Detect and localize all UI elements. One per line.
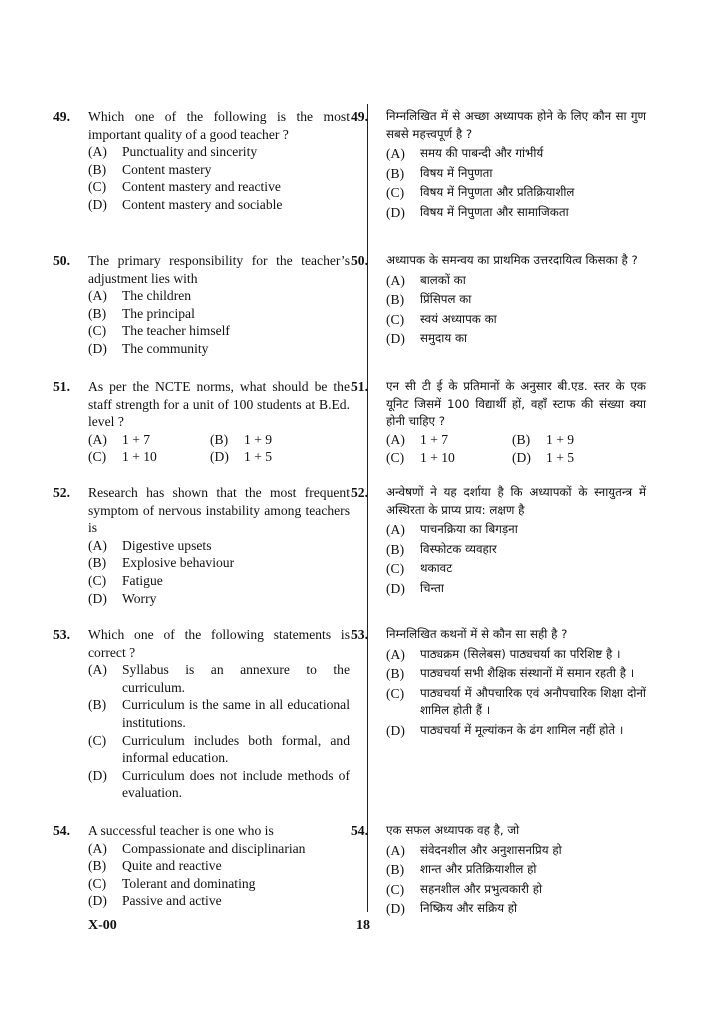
option-text: The principal — [122, 305, 195, 321]
question-49 — [351, 108, 646, 222]
option-text: Punctuality and sincerity — [122, 144, 258, 160]
option-text: Digestive upsets — [122, 537, 212, 553]
option-text: विषय में निपुणता और सामाजिकता — [420, 204, 569, 219]
option-label: (C) — [386, 561, 405, 577]
option-label: (C) — [88, 732, 107, 748]
option-label: (B) — [512, 431, 531, 447]
option-b — [88, 161, 350, 179]
option-text: The teacher himself — [122, 323, 230, 339]
option-label: (C) — [386, 881, 405, 897]
option-d — [88, 340, 350, 358]
option-b — [386, 665, 646, 683]
option-b — [88, 696, 350, 731]
option-text: विषय में निपुणता — [420, 165, 493, 180]
option-text: समुदाय का — [420, 331, 468, 346]
option-d — [210, 448, 332, 466]
option-a — [386, 272, 646, 290]
option-label: (D) — [386, 331, 405, 347]
question-stem: अन्वेषणों ने यह दर्शाया है कि अध्यापकों के स्नायुतन्त्र में अस्थिरता के प्राप्य प्राय: लक्षण है — [386, 485, 646, 517]
option-c — [88, 572, 350, 590]
option-label: (D) — [88, 767, 107, 783]
option-row — [88, 431, 350, 449]
option-text: Curriculum does not include methods of evaluation. — [122, 767, 350, 801]
option-c — [386, 560, 646, 578]
option-label: (D) — [386, 580, 405, 596]
option-label: (D) — [88, 196, 107, 212]
question-50 — [53, 252, 350, 358]
option-label: (C) — [386, 450, 405, 466]
option-text: पाठ्यचर्या में मूल्यांकन के ढंग शामिल नहीं होते । — [420, 722, 624, 737]
option-b — [386, 291, 646, 309]
option-label: (A) — [386, 842, 405, 858]
question-stem: निम्नलिखित में से अच्छा अध्यापक होने के लिए कौन सा गुण सबसे महत्त्वपूर्ण है ? — [386, 109, 646, 141]
option-a — [88, 287, 350, 305]
option-c — [386, 311, 646, 329]
option-b — [88, 305, 350, 323]
option-label: (A) — [386, 646, 405, 662]
option-label: (D) — [88, 340, 107, 356]
option-c — [88, 178, 350, 196]
option-text: Passive and active — [122, 893, 222, 909]
option-d — [512, 449, 638, 468]
option-d — [386, 204, 646, 222]
option-text: थकावट — [420, 561, 453, 576]
question-number: 52. — [351, 485, 368, 500]
option-text: Content mastery and reactive — [122, 179, 281, 195]
option-d — [386, 900, 646, 918]
question-54 — [53, 822, 350, 910]
question-number: 49. — [53, 109, 70, 124]
option-label: (C) — [88, 449, 107, 465]
question-50 — [351, 252, 646, 348]
option-a — [88, 431, 210, 449]
option-label: (C) — [88, 179, 107, 195]
option-label: (C) — [386, 311, 405, 327]
option-d — [88, 892, 350, 910]
option-row — [88, 448, 350, 466]
option-b — [88, 554, 350, 572]
option-label: (D) — [386, 722, 405, 738]
option-text: शान्त और प्रतिक्रियाशील हो — [420, 862, 537, 877]
option-a — [88, 840, 350, 858]
question-51 — [53, 378, 350, 466]
option-text: निष्क्रिय और सक्रिय हो — [420, 901, 518, 916]
option-text: पाठ्यचर्या सभी शैक्षिक संस्थानों में समान रहती है । — [420, 666, 635, 681]
option-a — [88, 143, 350, 161]
option-text: The community — [122, 340, 209, 356]
option-d — [386, 330, 646, 348]
option-text: Quite and reactive — [122, 858, 222, 874]
option-b — [386, 541, 646, 559]
question-52 — [351, 484, 646, 598]
question-number: 50. — [53, 253, 70, 268]
option-text: Syllabus is an annexure to the curriculum. — [122, 662, 350, 695]
option-label: (D) — [88, 893, 107, 909]
option-text: 1 + 9 — [244, 431, 273, 447]
option-b — [512, 431, 638, 450]
option-text: बालकों का — [420, 272, 466, 287]
option-text: पाठ्यचर्या में औपचारिक एवं अनौपचारिक शिक्षा दोनों शामिल होती हैं । — [420, 685, 646, 718]
option-b — [88, 857, 350, 875]
option-label: (B) — [386, 666, 405, 682]
question-stem: A successful teacher is one who is — [88, 823, 274, 838]
option-c — [88, 732, 350, 767]
option-label: (A) — [88, 431, 107, 447]
question-stem: निम्नलिखित कथनों में से कौन सा सही है ? — [386, 627, 568, 641]
question-stem: Research has shown that the most frequent symptom of nervous instability among teachers is — [88, 485, 350, 536]
option-text: Worry — [122, 590, 157, 606]
option-c — [88, 322, 350, 340]
option-text: विषय में निपुणता और प्रतिक्रियाशील — [420, 185, 575, 200]
option-b — [386, 861, 646, 879]
option-a — [386, 145, 646, 163]
option-label: (A) — [88, 144, 107, 160]
option-c — [88, 875, 350, 893]
option-label: (A) — [88, 840, 107, 856]
option-label: (A) — [88, 288, 107, 304]
question-number: 49. — [351, 109, 368, 124]
question-number: 51. — [351, 379, 368, 394]
question-stem: एन सी टी ई के प्रतिमानों के अनुसार बी.एड. स्तर के एक यूनिट जिसमें 100 विद्यार्थी हों, वहाँ स्टाफ की संख्या क्या होनी चाहिए ? — [386, 379, 646, 429]
question-stem: Which one of the following is the most important quality of a good teacher ? — [88, 109, 350, 142]
question-stem: एक सफल अध्यापक वह है, जो — [386, 823, 520, 837]
question-stem: As per the NCTE norms, what should be the staff strength for a unit of 100 students at B.Ed. level ? — [88, 379, 350, 430]
option-text: Content mastery — [122, 161, 212, 177]
option-text: 1 + 5 — [244, 449, 273, 465]
option-row — [386, 449, 646, 468]
option-text: संवेदनशील और अनुशासनप्रिय हो — [420, 842, 562, 857]
option-label: (B) — [88, 161, 107, 177]
question-number: 53. — [53, 627, 70, 642]
option-text: 1 + 9 — [546, 431, 575, 447]
option-text: The children — [122, 288, 192, 304]
option-a — [386, 431, 512, 450]
option-a — [386, 842, 646, 860]
question-stem: Which one of the following statements is correct ? — [88, 627, 350, 660]
option-text: चिन्ता — [420, 580, 444, 595]
question-53 — [53, 626, 350, 802]
option-b — [386, 165, 646, 183]
option-text: प्रिंसिपल का — [420, 292, 472, 307]
option-d — [88, 767, 350, 802]
option-text: Curriculum is the same in all educational institutions. — [122, 697, 350, 730]
question-stem: अध्यापक के समन्वय का प्राथमिक उत्तरदायित्व किसका है ? — [386, 253, 638, 267]
option-text: 1 + 7 — [122, 431, 151, 447]
option-label: (D) — [210, 449, 229, 465]
page-number: 18 — [356, 918, 370, 933]
option-label: (B) — [88, 858, 107, 874]
option-c — [386, 184, 646, 202]
option-label: (D) — [512, 450, 531, 466]
option-label: (A) — [88, 662, 107, 678]
option-c — [88, 448, 210, 466]
option-text: 1 + 10 — [122, 449, 157, 465]
question-number: 54. — [53, 823, 70, 838]
option-label: (A) — [386, 146, 405, 162]
option-a — [386, 521, 646, 539]
option-text: Fatigue — [122, 572, 163, 588]
option-a — [386, 646, 646, 664]
question-54 — [351, 822, 646, 918]
question-53 — [351, 626, 646, 740]
option-label: (C) — [88, 572, 107, 588]
option-label: (C) — [88, 875, 107, 891]
option-label: (B) — [88, 305, 107, 321]
option-label: (D) — [386, 204, 405, 220]
option-text: 1 + 10 — [420, 450, 455, 466]
option-c — [386, 881, 646, 899]
option-label: (B) — [386, 862, 405, 878]
question-number: 50. — [351, 253, 368, 268]
option-text: 1 + 7 — [420, 431, 449, 447]
option-text: स्वयं अध्यापक का — [420, 311, 497, 326]
option-text: Compassionate and disciplinarian — [122, 840, 306, 856]
option-text: विस्फोटक व्यवहार — [420, 541, 497, 556]
option-text: Explosive behaviour — [122, 555, 235, 571]
paper-code: X-00 — [88, 918, 117, 933]
option-c — [386, 685, 646, 720]
option-label: (B) — [88, 697, 107, 713]
option-text: सहनशील और प्रभुत्वकारी हो — [420, 881, 543, 896]
option-label: (C) — [386, 185, 405, 201]
option-label: (B) — [210, 431, 229, 447]
option-label: (A) — [386, 522, 405, 538]
option-label: (C) — [88, 323, 107, 339]
option-label: (D) — [88, 590, 107, 606]
question-number: 54. — [351, 823, 368, 838]
option-label: (B) — [386, 292, 405, 308]
question-52 — [53, 484, 350, 607]
question-number: 52. — [53, 485, 70, 500]
option-label: (B) — [88, 555, 107, 571]
option-text: Content mastery and sociable — [122, 196, 283, 212]
option-label: (D) — [386, 901, 405, 917]
option-d — [386, 722, 646, 740]
option-a — [88, 537, 350, 555]
option-text: समय की पाबन्दी और गांभीर्य — [420, 146, 544, 161]
option-row — [386, 431, 646, 450]
option-text: Curriculum includes both formal, and informal education. — [122, 732, 350, 766]
option-text: पाठ्यक्रम (सिलेबस) पाठ्यचर्या का परिशिष्ट है । — [420, 646, 621, 661]
option-text: पाचनक्रिया का बिगड़ना — [420, 522, 518, 537]
option-label: (A) — [386, 272, 405, 288]
option-label: (A) — [386, 431, 405, 447]
option-label: (B) — [386, 165, 405, 181]
option-d — [386, 580, 646, 598]
option-label: (A) — [88, 537, 107, 553]
option-a — [88, 661, 350, 696]
question-number: 53. — [351, 627, 368, 642]
option-label: (B) — [386, 541, 405, 557]
option-label: (C) — [386, 685, 405, 701]
option-d — [88, 590, 350, 608]
question-number: 51. — [53, 379, 70, 394]
option-b — [210, 431, 332, 449]
option-c — [386, 449, 512, 468]
question-49 — [53, 108, 350, 214]
option-text: Tolerant and dominating — [122, 875, 256, 891]
option-d — [88, 196, 350, 214]
option-text: 1 + 5 — [546, 450, 575, 466]
question-stem: The primary responsibility for the teacher’s adjustment lies with — [88, 253, 350, 286]
question-51 — [351, 378, 646, 468]
